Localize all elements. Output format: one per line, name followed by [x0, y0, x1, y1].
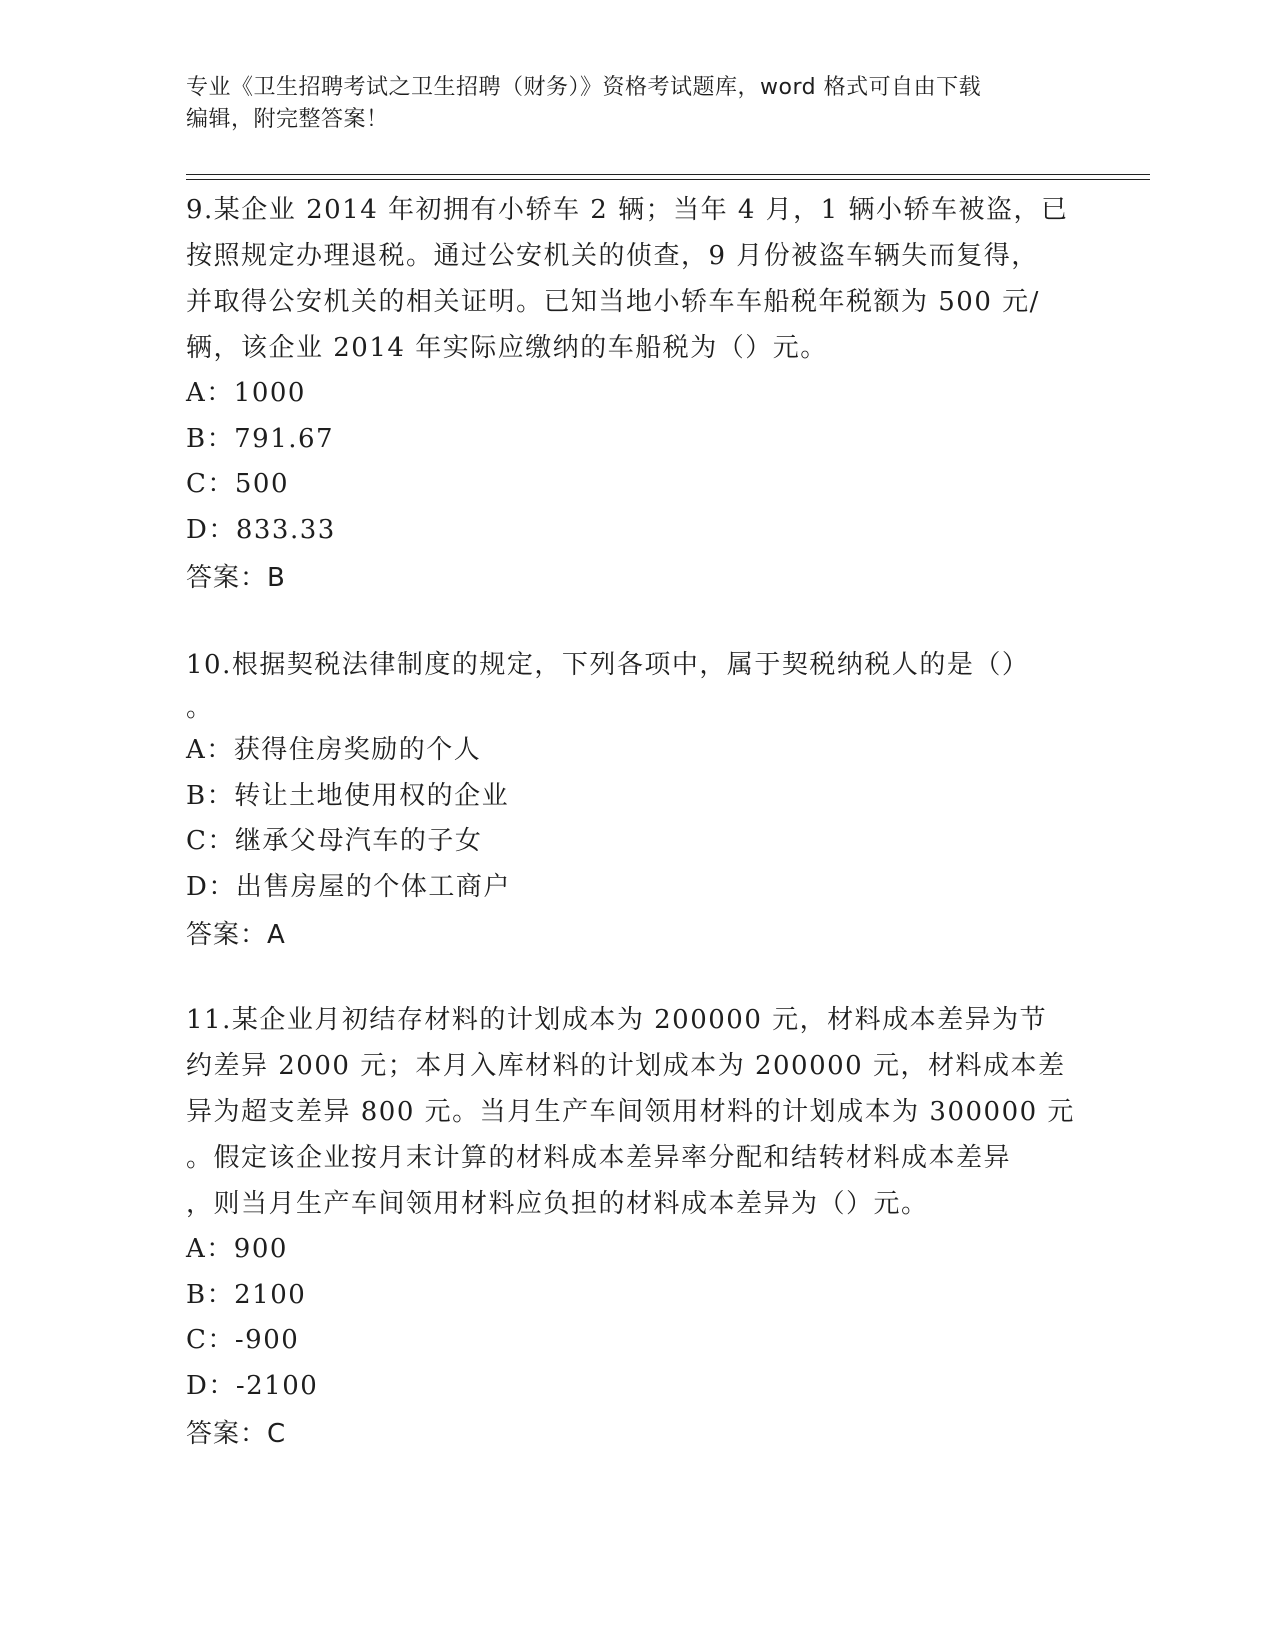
answer-line: 答案：C: [186, 1419, 287, 1449]
question-text-line: 按照规定办理退税。通过公安机关的侦查，9 月份被盗车辆失而复得，: [186, 241, 1039, 271]
option-c: C：500: [186, 469, 290, 499]
question-text-line: 10.根据契税法律制度的规定，下列各项中，属于契税纳税人的是（）: [186, 650, 1030, 680]
option-d: D：出售房屋的个体工商户: [186, 871, 511, 902]
question-text-line: 异为超支差异 800 元。当月生产车间领用材料的计划成本为 300000 元: [186, 1097, 1075, 1127]
option-a: A：900: [186, 1234, 288, 1264]
option-c: C：继承父母汽车的子女: [186, 826, 483, 856]
header-divider-bottom: [186, 179, 1150, 180]
option-d: D：-2100: [186, 1370, 319, 1401]
question-10: [186, 642, 1086, 958]
option-a: A：获得住房奖励的个人: [186, 735, 482, 765]
document-header: [186, 72, 1086, 136]
question-9: [186, 187, 1086, 601]
header-line-1: 专业《卫生招聘考试之卫生招聘（财务）》资格考试题库，word 格式可自由下载: [186, 75, 982, 100]
question-text-line: 9.某企业 2014 年初拥有小轿车 2 辆；当年 4 月，1 辆小轿车被盗，已: [186, 195, 1069, 225]
question-text-line: 约差异 2000 元；本月入库材料的计划成本为 200000 元，材料成本差: [186, 1051, 1066, 1081]
question-text-line: ，则当月生产车间领用材料应负担的材料成本差异为（）元。: [186, 1189, 929, 1219]
question-11: [186, 997, 1086, 1457]
header-line-2: 编辑，附完整答案！: [186, 107, 389, 132]
answer-line: 答案：B: [186, 563, 286, 593]
question-text-line: 并取得公安机关的相关证明。已知当地小轿车车船税年税额为 500 元/: [186, 287, 1040, 317]
question-text-line: 辆，该企业 2014 年实际应缴纳的车船税为（）元。: [186, 333, 828, 363]
question-text-line: 。假定该企业按月末计算的材料成本差异率分配和结转材料成本差异: [186, 1143, 1012, 1173]
option-c: C：-900: [186, 1325, 300, 1355]
answer-line: 答案：A: [186, 920, 286, 950]
option-b: B：791.67: [186, 423, 335, 454]
header-divider-top: [186, 174, 1150, 175]
question-text-line: 。: [186, 693, 214, 723]
option-b: B：转让土地使用权的企业: [186, 780, 510, 811]
question-text-line: 11.某企业月初结存材料的计划成本为 200000 元，材料成本差异为节: [186, 1005, 1048, 1035]
option-a: A：1000: [186, 378, 306, 408]
option-b: B：2100: [186, 1279, 307, 1310]
option-d: D：833.33: [186, 514, 336, 545]
